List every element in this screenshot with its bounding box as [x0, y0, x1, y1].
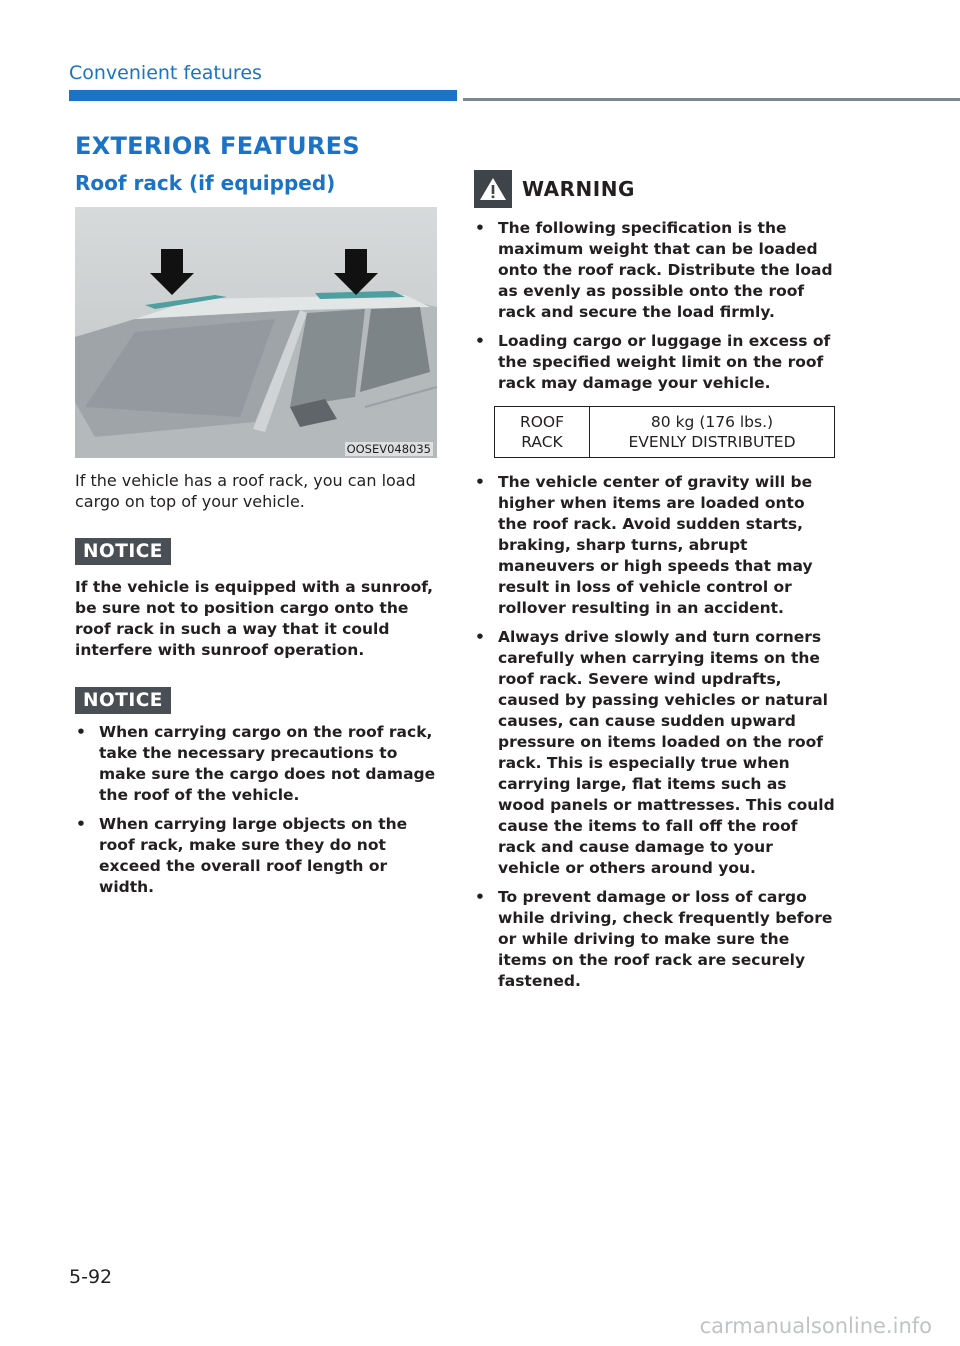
notice-badge: NOTICE: [75, 538, 171, 565]
right-column: [474, 170, 836, 1000]
notice-list: [75, 722, 437, 898]
table-row: [495, 407, 835, 458]
notice-text: If the vehicle is equipped with a sunroof, be sure not to position cargo onto the roof rack in such a way that it could interfere with sunroof operation.: [75, 578, 434, 659]
figure-code: OOSEV048035: [346, 442, 431, 456]
warning-label: WARNING: [522, 177, 635, 201]
header-rule-grey: [463, 98, 960, 101]
watermark: carmanualsonline.info: [699, 1314, 932, 1338]
warning-list-bottom: [474, 472, 836, 992]
header-rule-blue: [69, 90, 457, 101]
table-cell-value: [590, 407, 835, 458]
cell-line: RACK: [521, 433, 563, 451]
header-title: Convenient features: [69, 62, 262, 84]
car-roof-drawing: [75, 207, 437, 458]
table-cell-label: [495, 407, 590, 458]
roof-rack-spec-table: [494, 406, 835, 458]
cell-line: ROOF: [519, 413, 565, 431]
warning-triangle-icon: [474, 170, 512, 208]
roof-rack-illustration: [75, 207, 437, 458]
section-title: EXTERIOR FEATURES: [75, 132, 360, 160]
list-item: • The vehicle center of gravity will be higher when items are loaded onto the roof rack. Avoid sudden starts, braking, sharp turns, abrupt maneuvers or high speeds that may result in loss of vehicle control or rollover resulting in an accident.: [474, 472, 836, 619]
left-column: [75, 132, 437, 906]
list-item: • Loading cargo or luggage in excess of the specified weight limit on the roof rack may damage your vehicle.: [474, 331, 836, 394]
cell-line: 80 kg (176 lbs.): [650, 413, 774, 431]
warning-header: [474, 170, 836, 208]
page-number: 5-92: [69, 1266, 113, 1288]
subsection-title: Roof rack (if equipped): [75, 171, 336, 195]
list-item: • When carrying large objects on the roof rack, make sure they do not exceed the overall roof length or width.: [75, 814, 437, 898]
intro-text: If the vehicle has a roof rack, you can load cargo on top of your vehicle.: [75, 471, 416, 511]
list-item: • Always drive slowly and turn corners carefully when carrying items on the roof rack. Severe wind updrafts, caused by passing vehicles or natural causes, can cause sudden upward pressure on items loaded on the roof rack. This is especially true when carrying large, flat items such as wood panels or mattresses. This could cause the items to fall off the roof rack and cause damage to your vehicle or others around you.: [474, 627, 836, 879]
list-item: • The following specification is the maximum weight that can be loaded onto the roof rack. Distribute the load as evenly as possible onto the roof rack and secure the load firmly.: [474, 218, 836, 323]
list-item: • To prevent damage or loss of cargo while driving, check frequently before or while driving to make sure the items on the roof rack are securely fastened.: [474, 887, 836, 992]
warning-list-top: [474, 218, 836, 394]
cell-line: EVENLY DISTRIBUTED: [628, 433, 796, 451]
notice-badge: NOTICE: [75, 687, 171, 714]
list-item: • When carrying cargo on the roof rack, take the necessary precautions to make sure the cargo does not damage the roof of the vehicle.: [75, 722, 437, 806]
